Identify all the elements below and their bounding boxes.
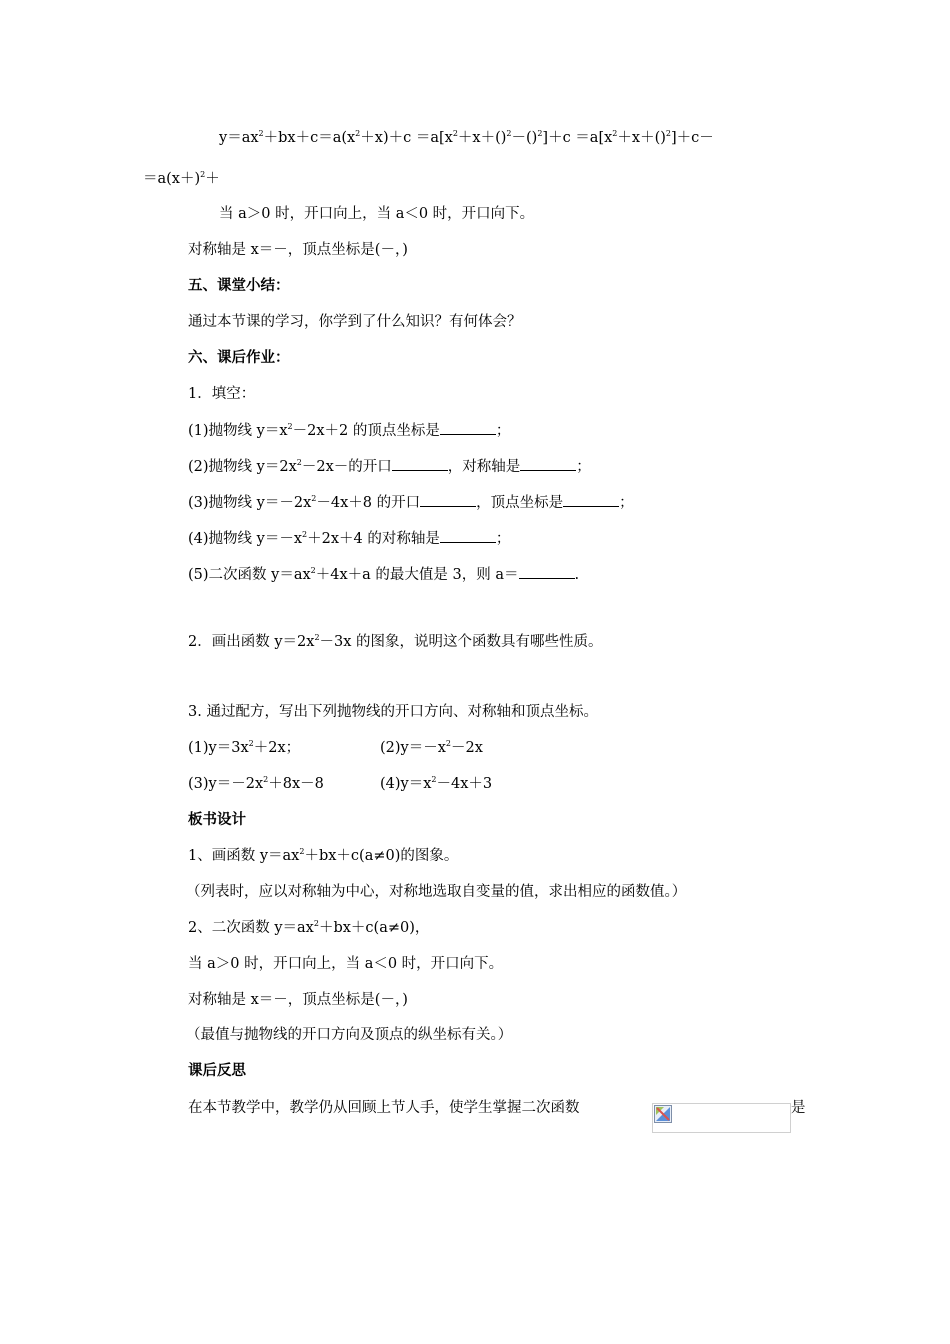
homework-3-item-2: $(2)y=-x^2-2x$: [380, 739, 483, 756]
board-note-2: （最值与抛物线的开口方向及顶点的纵坐标有关。）: [186, 1027, 513, 1043]
homework-3-item-4: $(4)y=x^2-4x+3$: [380, 775, 493, 792]
answer-blank: [440, 420, 496, 435]
homework-1-item-3: (3)抛物线 $y=-2x^2-4x+8$ 的开口 ，顶点坐标是 ；: [188, 494, 634, 511]
section-6-heading: 六、课后作业：: [188, 350, 290, 366]
homework-3-title: 3. 通过配方，写出下列抛物线的开口方向、对称轴和顶点坐标。: [188, 704, 598, 720]
answer-blank: [520, 456, 576, 471]
homework-1-item-2: (2)抛物线 $y=2x^2-2x-$的开口 ，对称轴是 ；: [188, 458, 591, 475]
homework-1-title: 1．填空：: [188, 386, 256, 402]
board-axis-vertex: 对称轴是 x＝－，顶点坐标是(－，): [188, 992, 408, 1008]
answer-blank: [420, 492, 476, 507]
axis-vertex-text: 对称轴是 x＝－，顶点坐标是(－，): [188, 242, 408, 258]
homework-1-item-1: (1)抛物线 $y=x^2-2x+2$ 的顶点坐标是 ；: [188, 422, 511, 439]
reflection-tail: 是: [791, 1100, 806, 1116]
section-5-heading: 五、课堂小结：: [188, 278, 290, 294]
broken-image-icon: [654, 1105, 672, 1123]
board-design-heading: 板书设计: [188, 812, 246, 828]
homework-1-item-5: (5)二次函数 $y=ax^2+4x+a$ 的最大值是 3，则 a＝ .: [188, 566, 580, 583]
reflection-heading: 课后反思: [188, 1063, 246, 1079]
homework-2: 2．画出函数 $y=2x^2-3x$ 的图象，说明这个函数具有哪些性质。: [188, 633, 603, 650]
board-item-2: 2、二次函数 $y=ax^2+bx+c(a\ne 0)$，: [188, 919, 430, 936]
board-item-1: 1、画函数 $y=ax^2+bx+c(a\ne 0)$的图象。: [188, 847, 459, 864]
derivation-line-2: $=a(x+)^2+$: [143, 170, 220, 187]
board-item-1-note: （列表时，应以对称轴为中心，对称地选取自变量的值，求出相应的函数值。）: [186, 884, 687, 900]
board-open-direction: 当 a＞0 时，开口向上，当 a＜0 时，开口向下。: [188, 956, 504, 972]
homework-3-item-3: $(3)y=-2x^2+8x-8$: [188, 775, 324, 792]
answer-blank: [392, 456, 448, 471]
open-direction-text: 当 a＞0 时，开口向上，当 a＜0 时，开口向下。: [219, 206, 535, 222]
section-5-text: 通过本节课的学习，你学到了什么知识？有何体会？: [188, 314, 522, 330]
answer-blank: [563, 492, 619, 507]
reflection-text: 在本节教学中，教学仍从回顾上节人手，使学生掌握二次函数: [188, 1100, 580, 1116]
answer-blank: [440, 528, 496, 543]
homework-1-item-4: (4)抛物线 $y=-x^2+2x+4$ 的对称轴是 ；: [188, 530, 511, 547]
answer-blank: [519, 564, 575, 579]
derivation-line-1: $y=ax^2+bx+c=a(x^2+x)+c =a[x^2+x+()^2-()^2]+c =a[x^2+x+()^2]+c-$: [219, 129, 714, 146]
broken-image-placeholder: [652, 1103, 791, 1133]
homework-3-item-1: $(1)y=3x^2+2x$；: [188, 739, 301, 756]
